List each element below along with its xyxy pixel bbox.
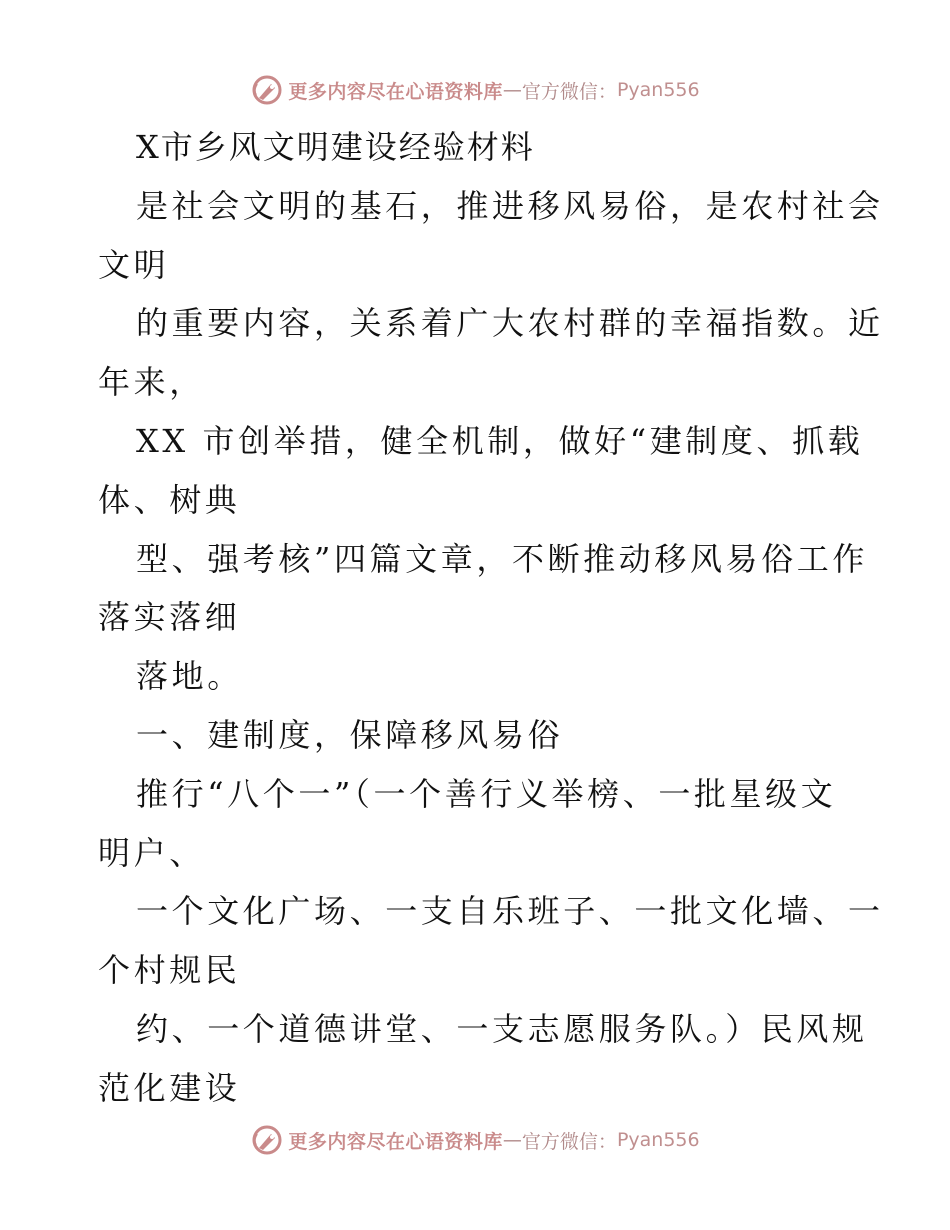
- text-line: 个村规民: [98, 951, 241, 990]
- text-line: 型、强考核”四篇文章，不断推动移风易俗工作: [136, 539, 868, 578]
- watermark-separator: —: [502, 1129, 522, 1151]
- watermark-handle: Pyan556: [616, 79, 700, 101]
- text-line: 明户、: [98, 833, 205, 872]
- pen-nib-seal-icon: [250, 73, 284, 107]
- text-line: 落实落细: [98, 598, 241, 637]
- document-title: X市乡风文明建设经验材料: [136, 128, 535, 166]
- text-line: 是社会文明的基石，推进移风易俗，是农村社会: [136, 186, 884, 225]
- watermark-text: 更多内容尽在心语资料库: [288, 1130, 503, 1153]
- header-watermark: [0, 70, 950, 110]
- watermark-separator: —: [502, 79, 522, 101]
- text-line: 推行“八个一”（一个善行义举榜、一批星级文: [136, 774, 837, 813]
- text-line: 约、一个道德讲堂、一支志愿服务队。）民风规: [136, 1009, 868, 1048]
- text-line: 的重要内容，关系着广大农村群的幸福指数。近: [136, 304, 884, 343]
- text-line: 范化建设: [98, 1068, 241, 1107]
- watermark-handle: Pyan556: [616, 1129, 700, 1151]
- text-line: 年来，: [98, 363, 205, 402]
- footer-watermark: [0, 1120, 950, 1160]
- watermark-text: 更多内容尽在心语资料库: [288, 80, 503, 103]
- text-line: 落地。: [136, 657, 243, 696]
- text-line: XX 市创举措，健全机制，做好“建制度、抓载: [136, 421, 864, 460]
- text-line: 文明: [98, 245, 170, 284]
- text-line: 体、树典: [98, 480, 241, 519]
- text-line: 一个文化广场、一支自乐班子、一批文化墙、一: [136, 892, 884, 931]
- watermark-label: 官方微信：: [521, 1130, 617, 1153]
- section-heading: 一、建制度，保障移风易俗: [136, 715, 564, 754]
- watermark-label: 官方微信：: [521, 80, 617, 103]
- document-body: [0, 118, 950, 1118]
- pen-nib-seal-icon: [250, 1123, 284, 1157]
